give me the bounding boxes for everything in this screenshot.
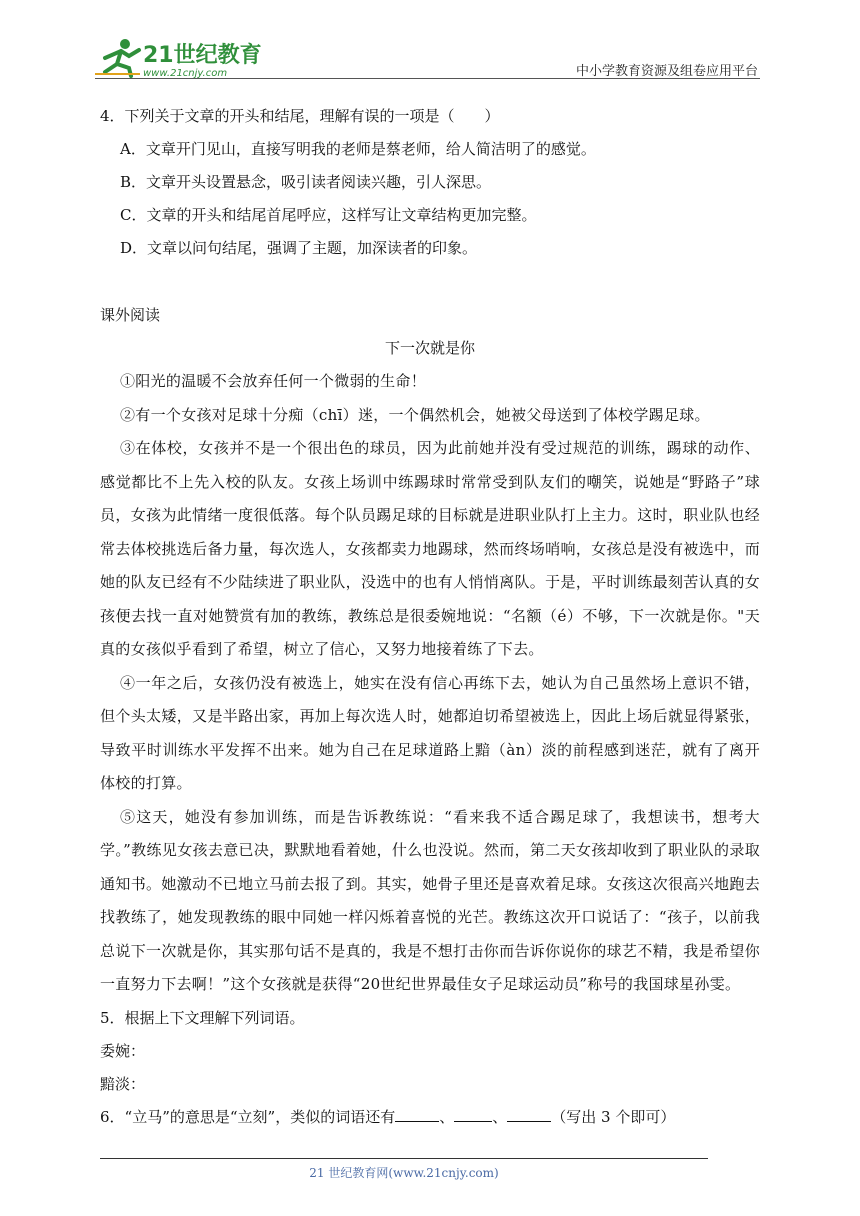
paragraph-2: ②有一个女孩对足球十分痴（chī）迷，一个偶然机会，她被父母送到了体校学踢足球。: [120, 405, 710, 424]
q5-word-weiwan: 委婉：: [100, 1041, 146, 1060]
logo-sub-text: www.21cnjy.com: [143, 68, 228, 78]
paragraph-1: ①阳光的温暖不会放弃任何一个微弱的生命！: [120, 372, 427, 390]
q4-option-c: C．文章的开头和结尾首尾呼应，这样写让文章结构更加完整。: [120, 206, 537, 224]
q4-option-b: B．文章开头设置悬念，吸引读者阅读兴趣，引人深思。: [120, 173, 492, 191]
paragraph-3: ③在体校，女孩并不是一个很出色的球员，因为此前她并没有受过规范的训练，踢球的动作、感觉都比不上先入校的队友。女孩上场训中练踢球时常常受到队友们的嘲笑，说她是“野路子”球员，女孩为此情绪一度很低落。每个队员踢足球的目标就是进职业队打上主力。这时，职业队也经常去体校挑选后备力量，每次选人，女孩都卖力地踢球，然而终场哨响，女孩总是没有被选中，而她的队友已经有不少陆续进了职业队，没选中的也有人悄悄离队。于是，平时训练最刻苦认真的女孩便去找一直对她赞赏有加的教练，教练总是很委婉地说：“名额（é）不够，下一次就是你。"天真的女孩似乎看到了希望，树立了信心，又努力地接着练了下去。: [100, 439, 760, 658]
q4-stem: 4．下列关于文章的开头和结尾，理解有误的一项是（ ）: [100, 107, 500, 125]
article-title: 下一次就是你: [384, 339, 475, 357]
page-content: [100, 100, 760, 1134]
footer-text: 21 世纪教育网(www.21cnjy.com): [309, 1166, 499, 1180]
logo-21cnjy: [95, 36, 265, 78]
q6-blank-2[interactable]: [454, 1105, 492, 1122]
q6-blank-1[interactable]: [395, 1105, 439, 1122]
q6-blank-3[interactable]: [507, 1105, 551, 1122]
page-header: [95, 30, 760, 80]
paragraph-5: ⑤这天，她没有参加训练，而是告诉教练说：“看来我不适合踢足球了，我想读书，想考大学。”教练见女孩去意已决，默默地看着她，什么也没说。然而，第二天女孩却收到了职业队的录取通知书。她激动不已地立马前去报了到。其实，她骨子里还是喜欢着足球。女孩这次很高兴地跑去找教练了，她发现教练的眼中同她一样闪烁着喜悦的光芒。教练这次开口说话了：“孩子，以前我总说下一次就是你，其实那句话不是真的，我是不想打击你而告诉你说你的球艺不精，我是希望你一直努力下去啊！”这个女孩就是获得“20世纪世界最佳女子足球运动员”称号的我国球星孙雯。: [100, 807, 760, 993]
logo-main-text: 21世纪教育: [143, 43, 262, 68]
paragraph-4: ④一年之后，女孩仍没有被选上，她实在没有信心再练下去，她认为自己虽然场上意识不错，但个头太矮，又是半路出家，再加上每次选人时，她都迫切希望被选上，因此上场后就显得紧张，导致平时训练水平发挥不出来。她为自己在足球道路上黯（àn）淡的前程感到迷茫，就有了离开体校的打算。: [100, 673, 760, 792]
q6-stem: [100, 1101, 760, 1134]
section-label: 课外阅读: [100, 306, 161, 324]
q5-stem: 5．根据上下文理解下列词语。: [100, 1008, 305, 1027]
running-man-icon: [95, 39, 140, 76]
q6-text-part2: （写出 3 个即可）: [551, 1107, 676, 1126]
q4-option-d: D．文章以问句结尾，强调了主题，加深读者的印象。: [120, 239, 478, 257]
footer-divider: [100, 1158, 708, 1159]
q6-separator-2: 、: [492, 1107, 508, 1126]
q4-option-a: A．文章开门见山，直接写明我的老师是蔡老师，给人简洁明了的感觉。: [120, 140, 596, 158]
q5-word-andan: 黯淡：: [100, 1074, 146, 1093]
q6-text-part1: 6．“立马”的意思是“立刻”，类似的词语还有: [100, 1107, 396, 1126]
header-platform-text: 中小学教育资源及组卷应用平台: [575, 64, 758, 79]
header-divider: [95, 78, 760, 79]
q6-separator-1: 、: [439, 1107, 455, 1126]
